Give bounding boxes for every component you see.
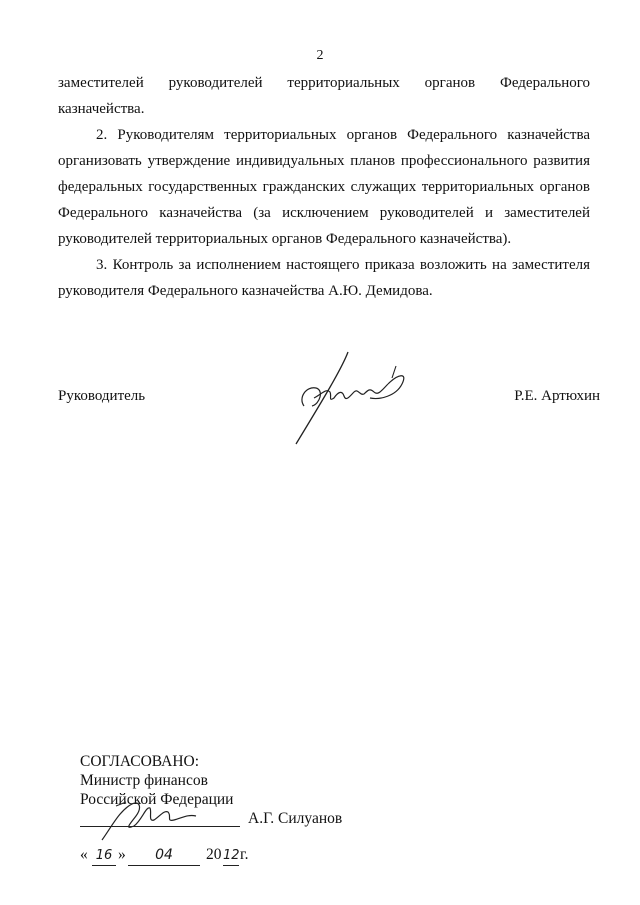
date-open-quote: « — [80, 846, 88, 863]
date-year-prefix: 20 — [206, 846, 222, 863]
date-year-suffix: 12 — [223, 845, 239, 866]
paragraph-2: 2. Руководителям территориальных органов Федерального казначейства организовать утверждение индивидуальных планов профессионального развития федеральных государственных гражданских служащих территориальных органов Федерального казначейства (за исключением руководителей и заместителей руководителей территориальных органов Федерального казначейства). — [58, 127, 590, 247]
date-end: г. — [240, 846, 249, 863]
signatory-role: Руководитель — [58, 388, 146, 404]
handwritten-signature-approval — [96, 796, 206, 846]
signatory-name: Р.Е. Артюхин — [514, 388, 600, 404]
approval-date — [80, 845, 400, 871]
date-day: 16 — [92, 845, 116, 866]
approver-name: А.Г. Силуанов — [248, 810, 343, 827]
approval-position-line2: Российской Федерации — [80, 791, 234, 808]
page-number: 2 — [316, 48, 324, 63]
paragraph-3: 3. Контроль за исполнением настоящего приказа возложить на заместителя руководителя Федерального казначейства А.Ю. Демидова. — [58, 257, 590, 299]
date-month: 04 — [128, 845, 200, 866]
approval-heading: СОГЛАСОВАНО: — [80, 753, 200, 770]
paragraph-continuation: заместителей руководителей территориальных органов Федерального казначейства. — [58, 75, 590, 117]
handwritten-signature-main — [284, 348, 414, 448]
approval-position-line1: Министр финансов — [80, 772, 208, 789]
date-close-quote: » — [118, 846, 126, 863]
document-body — [58, 70, 590, 304]
